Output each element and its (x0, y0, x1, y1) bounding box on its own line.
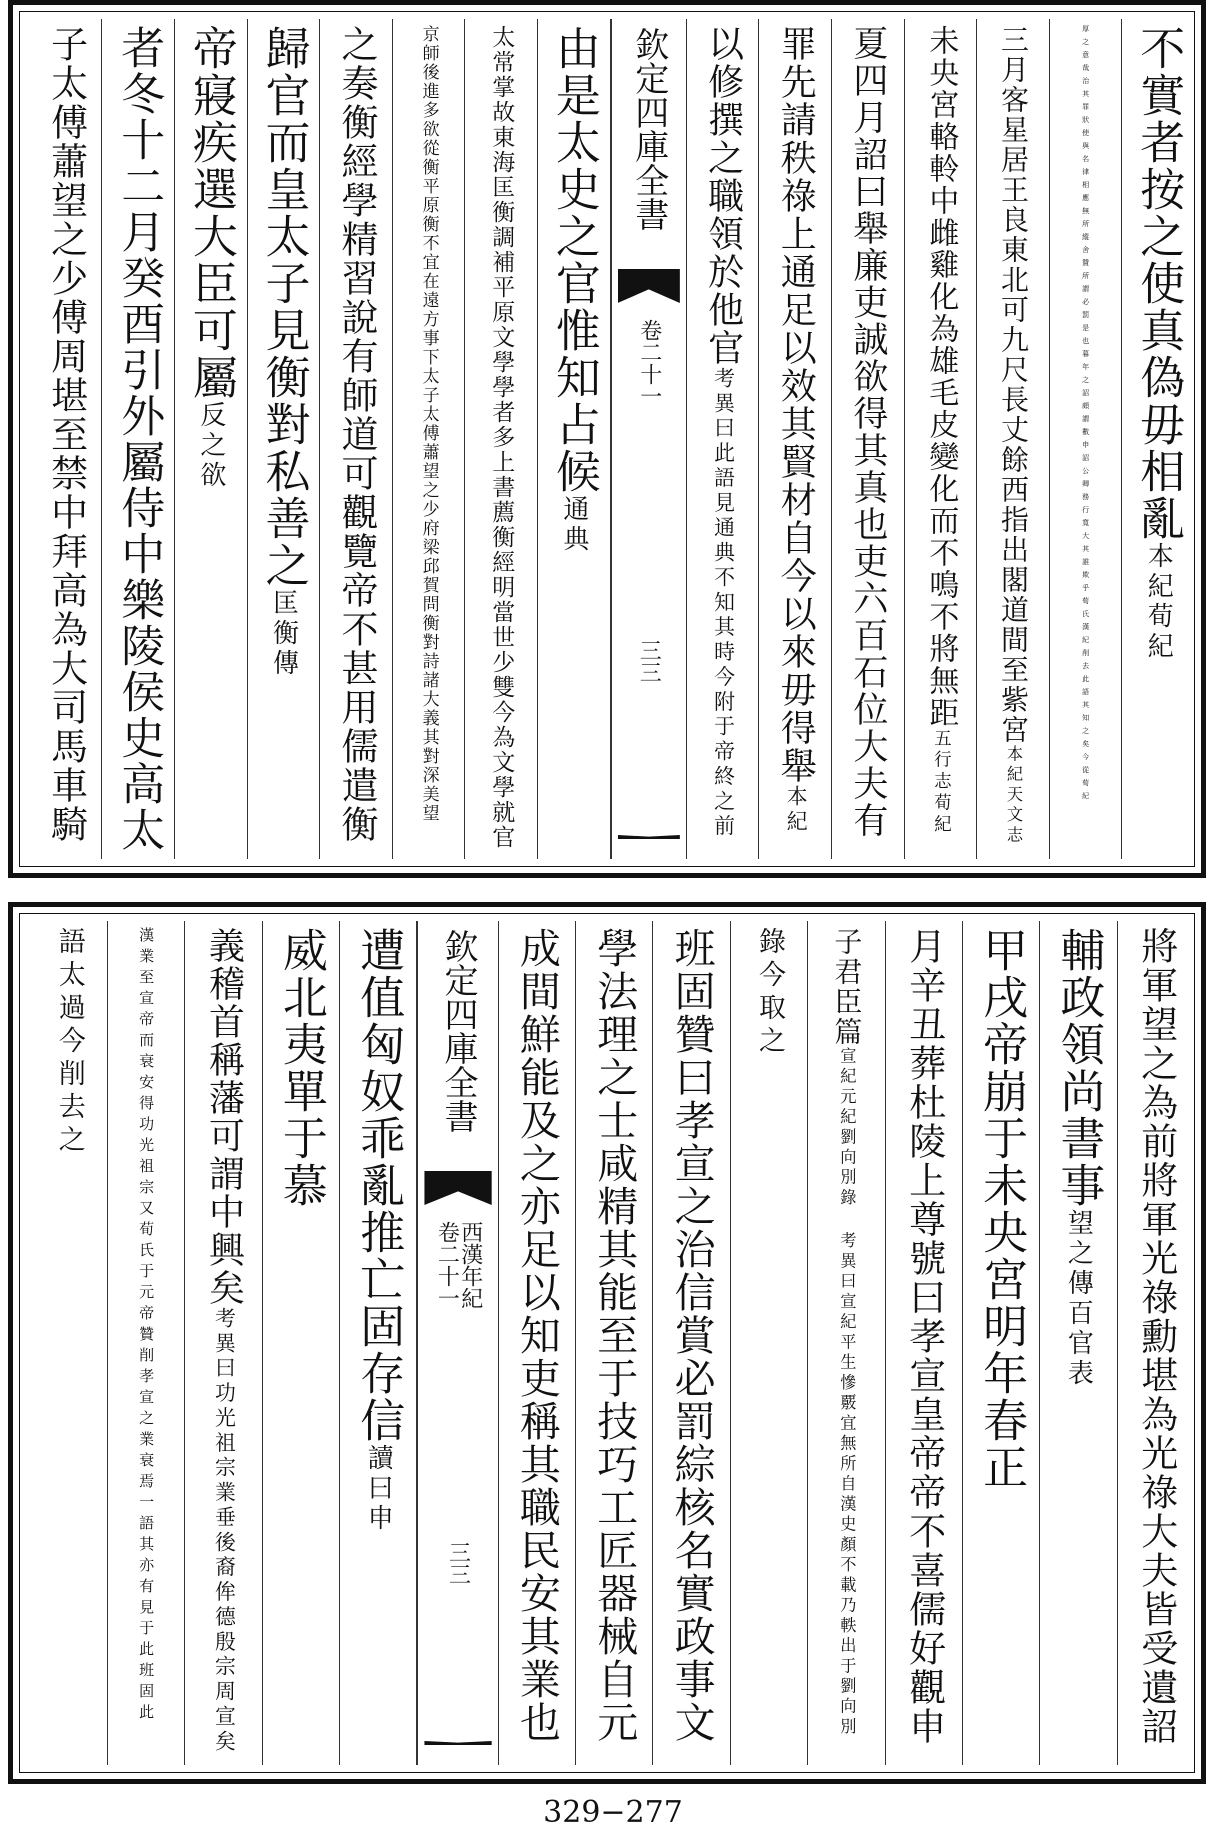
main-text: 將軍望之為前將軍光祿勳堪為光祿大夫皆受遺詔 (1134, 927, 1178, 1746)
text-column (248, 19, 321, 859)
text-column (263, 921, 340, 1765)
annotation-text: 漢業至宣帝而衰安得功光祖宗又荀氏于元帝贊削孝宣之業衰焉一語其亦有見于此班固此 (137, 927, 156, 1725)
text-column (687, 19, 760, 859)
text-column (832, 19, 905, 859)
leaf-number: 三三 (445, 1541, 471, 1585)
text-column (759, 19, 832, 859)
text-column (731, 921, 808, 1765)
main-text: 月辛丑葬杜陵上尊號曰孝宣皇帝帝不喜儒好觀申 (902, 927, 946, 1746)
main-text: 歸官而皇太子見衡對私善之 (257, 25, 311, 589)
main-text: 之奏衡經學精習說有師道可觀覽帝不甚用儒遣衡 (335, 25, 379, 844)
annotation-text: 本紀荀紀 (1143, 542, 1174, 662)
volume-label: 卷二十一 (636, 319, 662, 407)
column-text (196, 927, 252, 1755)
column-text (1128, 927, 1184, 1746)
fish-tail-mark-icon (424, 1171, 491, 1205)
top-page (8, 0, 1206, 878)
text-column (653, 921, 730, 1765)
text-column (1040, 921, 1117, 1765)
column-text (131, 927, 161, 1725)
annotation-text: 宣紀元紀劉向別錄 考異曰宣紀平生慘覈宜無所自漢史顏不載乃軼出于劉向別 (837, 1047, 857, 1738)
annotation-text: 錄今取之 (753, 927, 785, 1059)
column-text (183, 25, 239, 491)
column-text (912, 25, 968, 836)
annotation-text: 本紀 (783, 785, 808, 835)
annotation-text: 五行志荀紀 (930, 729, 951, 836)
annotation-text: 語太過今削去之 (53, 927, 85, 1158)
text-column (905, 19, 978, 859)
main-text: 三月客星居王良東北可九尺長丈餘西指出閣道間至紫宮 (997, 25, 1030, 745)
annotation-text: 本紀天文志 (1004, 745, 1023, 847)
column-text (473, 25, 529, 850)
column-text (546, 25, 602, 555)
main-text: 夏四月詔曰舉廉吏誠欲得其真也吏六百石位大夫有 (847, 25, 888, 839)
main-text: 義稽首稱藩可謂中興矣 (203, 927, 245, 1307)
column-text (110, 25, 166, 853)
text-column (538, 19, 611, 859)
column-text (754, 927, 784, 1059)
annotation-text: 考異曰功光祖宗業垂後裔侔德殷宗周宣矣 (211, 1307, 236, 1755)
main-text: 由是太史之官惟知占候 (547, 25, 601, 495)
text-column (499, 921, 576, 1765)
text-column (886, 921, 963, 1765)
annotation-text: 望之傳百官表 (1063, 1209, 1094, 1389)
text-column (1118, 921, 1195, 1765)
book-gutter (417, 921, 498, 1765)
column-text (350, 927, 406, 1534)
column-text (38, 25, 94, 844)
text-column (102, 19, 175, 859)
column-text (695, 25, 751, 840)
column-text (401, 25, 457, 823)
text-column (808, 921, 885, 1765)
text-column (393, 19, 466, 859)
annotation-text: 考異曰此語見通典不知其時今附于帝終之前 (710, 367, 735, 840)
text-column (576, 921, 653, 1765)
text-column (320, 19, 393, 859)
column-text (328, 25, 384, 844)
main-text: 不實者按之使真偽毋相亂 (1132, 25, 1186, 542)
annotation-text: 反之欲 (195, 401, 226, 491)
text-column (31, 921, 108, 1765)
fish-tail-mark-icon (618, 835, 680, 839)
text-column (175, 19, 248, 859)
text-column (1122, 19, 1195, 859)
main-text: 威北夷單于慕 (274, 927, 328, 1209)
column-text (985, 25, 1041, 846)
main-text: 罪先請秩祿上通足以效其賢材自今以來毋得舉 (775, 25, 817, 785)
column-text (664, 927, 720, 1744)
main-text: 京師後進多欲從衡平原衡不宜在遠方事下太子太傅蕭望之少府梁邱賀問衡對詩諸大義其對深美望 (418, 25, 439, 823)
column-text (509, 927, 565, 1744)
bottom-page (8, 902, 1206, 1784)
main-text: 成間鮮能及之亦足以知吏稱其職民安其業也 (512, 927, 561, 1744)
main-text: 者冬十二月癸酉引外屬侍中樂陵侯史高太 (113, 25, 165, 853)
main-text: 太常掌故東海匡衡調補平原文學學者多上書薦衡經明當世少雙今為文學就官 (488, 25, 515, 850)
text-column (963, 921, 1040, 1765)
column-text (896, 927, 952, 1746)
book-gutter (611, 19, 687, 859)
column-text (255, 25, 311, 679)
column-text (54, 927, 84, 1158)
main-text: 班固贊曰孝宣之治信賞必罰綜核名實政事文 (667, 927, 716, 1744)
column-text (273, 927, 329, 1209)
text-column (185, 921, 262, 1765)
main-text: 未央宮輅軨中雌雞化為雄毛皮變化而不鳴不將無距 (923, 25, 959, 729)
column-text (1071, 25, 1101, 805)
text-column (1050, 19, 1123, 859)
annotation-text: 讀曰申 (363, 1444, 394, 1534)
column-text (840, 25, 896, 839)
column-text (767, 25, 823, 835)
column-text (1130, 25, 1186, 662)
main-text: 甲戌帝崩于未央宮明年春正 (975, 927, 1029, 1491)
fish-tail-mark-icon (618, 269, 680, 303)
text-column (30, 19, 103, 859)
main-text: 帝寢疾選大臣可屬 (184, 25, 238, 401)
annotation-text: 厚之意哉治其罪狀使與名律相應無所縱舍贊所謂必罰是也暮年之詔頗謂數申詔公卿務行寬大其誰欺乎荀氏漢紀削去此語其知之矣今從荀紀 (1081, 25, 1090, 805)
text-column (977, 19, 1050, 859)
main-text: 遭值匈奴乖亂推亡固存信 (352, 927, 406, 1444)
column-text (1050, 927, 1106, 1389)
column-text (973, 927, 1029, 1491)
main-text: 輔政領尚書事 (1052, 927, 1106, 1209)
page-number: 329−277 (543, 1795, 683, 1830)
annotation-text: 匡衡傳 (268, 589, 299, 679)
main-text: 子太傅蕭望之少傅周堪至禁中拜高為大司馬車騎 (44, 25, 88, 844)
book-title: 欽定四庫全書 (628, 27, 669, 231)
text-column (108, 921, 185, 1765)
fish-tail-mark-icon (424, 1741, 491, 1745)
column-text (818, 927, 874, 1738)
leaf-number: 三三 (636, 639, 662, 683)
volume-label: 卷二十一 (434, 1221, 460, 1309)
column-text (586, 927, 642, 1744)
main-text: 子君臣篇 (830, 927, 864, 1047)
book-title: 欽定四庫全書 (438, 929, 479, 1133)
annotation-text: 通典 (558, 495, 589, 555)
text-column (340, 921, 417, 1765)
section-title: 西漢年紀 (457, 1221, 483, 1309)
main-text: 以修撰之職領於他官 (702, 25, 744, 367)
text-column (465, 19, 538, 859)
main-text: 學法理之士咸精其能至于技巧工匠器械自元 (590, 927, 639, 1744)
